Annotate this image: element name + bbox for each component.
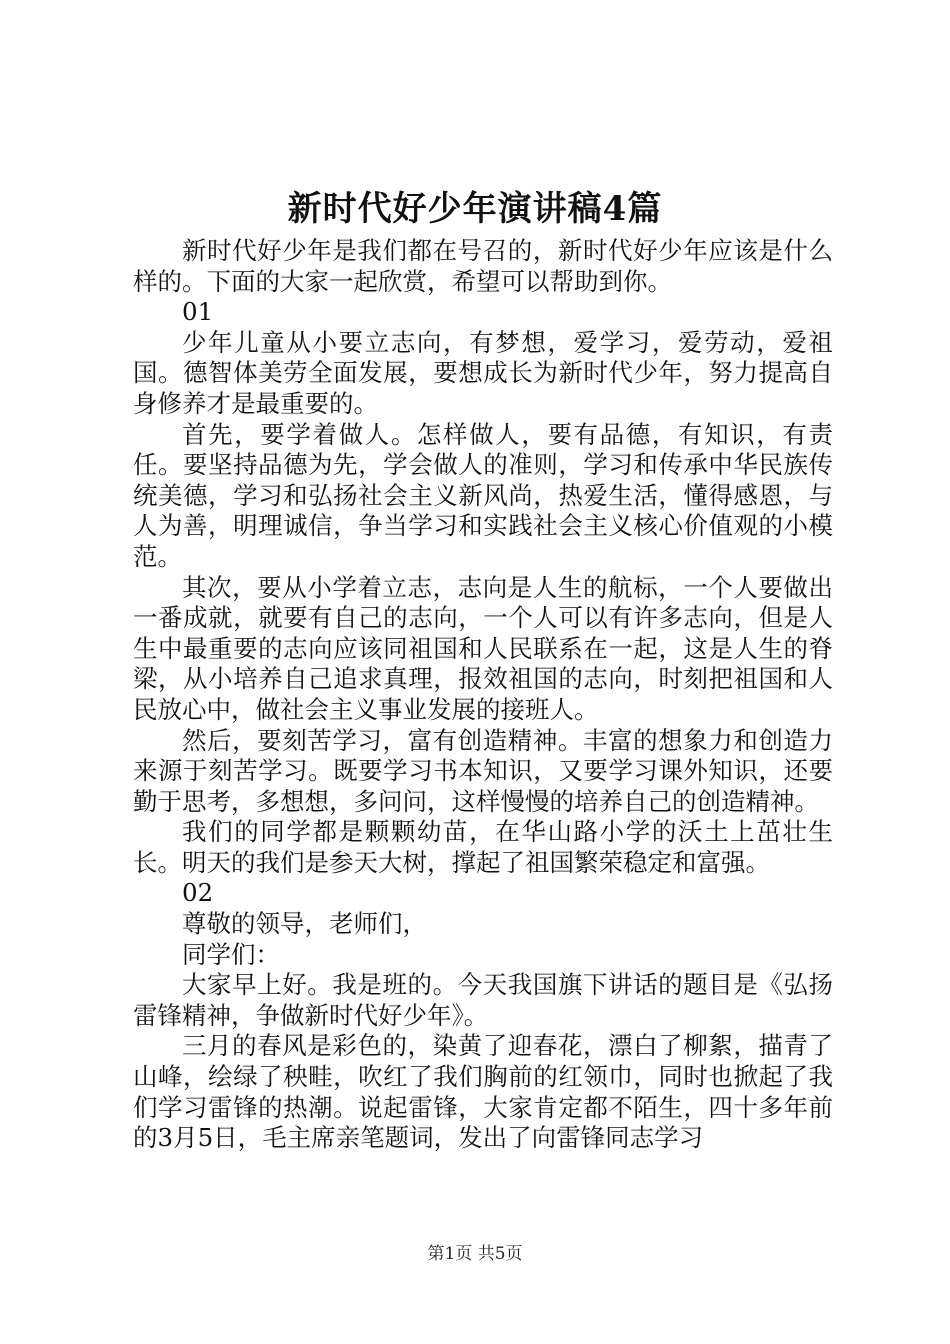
salutation-line: 同学们： (182, 939, 280, 969)
salutation-line: 尊敬的领导，老师们， (182, 909, 427, 939)
paragraph-intro: 新时代好少年是我们都在号召的，新时代好少年应该是什么样的。下面的大家一起欣赏，希望可以帮助到你。 (133, 236, 833, 296)
page-footer: 第1页 共5页 (427, 1244, 523, 1264)
paragraph: 大家早上好。我是班的。今天我国旗下讲话的题目是《弘扬雷锋精神，争做新时代好少年》。 (133, 970, 833, 1030)
paragraph: 少年儿童从小要立志向，有梦想，爱学习，爱劳动，爱祖国。德智体美劳全面发展，要想成长为新时代少年，努力提高自身修养才是最重要的。 (133, 327, 833, 418)
section-number-01: 01 (182, 297, 214, 327)
document-body (133, 236, 833, 1154)
paragraph: 首先，要学着做人。怎样做人，要有品德，有知识，有责任。要坚持品德为先，学会做人的准则，学习和传承中华民族传统美德，学习和弘扬社会主义新风尚，热爱生活，懂得感恩，与人为善，明理诚信，争当学习和实践社会主义核心价值观的小模范。 (133, 419, 833, 571)
section-number-02: 02 (182, 878, 214, 908)
paragraph: 三月的春风是彩色的，染黄了迎春花，漂白了柳絮，描青了山峰，绘绿了秧畦，吹红了我们胸前的红领巾，同时也掀起了我们学习雷锋的热潮。说起雷锋，大家肯定都不陌生，四十多年前的3月5日，毛主席亲笔题词，发出了向雷锋同志学习 (133, 1031, 833, 1153)
paragraph: 我们的同学都是颗颗幼苗，在华山路小学的沃土上茁壮生长。明天的我们是参天大树，撑起了祖国繁荣稳定和富强。 (133, 817, 833, 877)
document-title: 新时代好少年演讲稿4篇 (287, 189, 663, 229)
paragraph: 然后，要刻苦学习，富有创造精神。丰富的想象力和创造力来源于刻苦学习。既要学习书本知识，又要学习课外知识，还要勤于思考，多想想，多问问，这样慢慢的培养自己的创造精神。 (133, 725, 833, 816)
paragraph: 其次，要从小学着立志，志向是人生的航标，一个人要做出一番成就，就要有自己的志向，一个人可以有许多志向，但是人生中最重要的志向应该同祖国和人民联系在一起，这是人生的脊梁，从小培养自己追求真理，报效祖国的志向，时刻把祖国和人民放心中，做社会主义事业发展的接班人。 (133, 572, 833, 724)
